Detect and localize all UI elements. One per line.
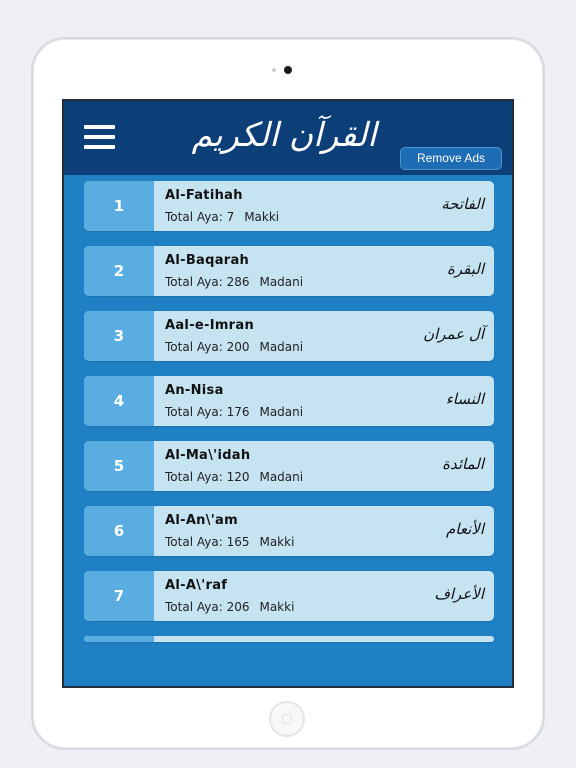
surah-meta xyxy=(165,535,294,549)
aya-count: 120 xyxy=(226,470,250,484)
revelation-type: Madani xyxy=(259,405,304,419)
surah-arabic-name: الفاتحة xyxy=(441,195,484,213)
surah-row[interactable] xyxy=(84,181,494,231)
surah-arabic-name: آل عمران xyxy=(423,325,484,343)
front-camera xyxy=(284,66,292,74)
total-aya-label: Total Aya: xyxy=(165,340,223,354)
surah-arabic-name: البقرة xyxy=(447,260,484,278)
revelation-type: Madani xyxy=(259,470,304,484)
surah-name: Al-Ma\'idah xyxy=(165,448,251,463)
remove-ads-button[interactable]: Remove Ads xyxy=(400,147,502,170)
home-button[interactable] xyxy=(269,701,305,737)
surah-row[interactable] xyxy=(84,376,494,426)
revelation-type: Makki xyxy=(244,210,280,224)
surah-arabic-name: الأعراف xyxy=(434,585,484,603)
revelation-type: Makki xyxy=(259,600,295,614)
app-screen xyxy=(62,99,514,688)
revelation-type: Madani xyxy=(259,275,304,289)
front-sensor xyxy=(272,68,276,72)
surah-row[interactable] xyxy=(84,246,494,296)
aya-count: 165 xyxy=(226,535,250,549)
total-aya-label: Total Aya: xyxy=(165,535,223,549)
revelation-type: Makki xyxy=(259,535,295,549)
total-aya-label: Total Aya: xyxy=(165,470,223,484)
surah-row[interactable] xyxy=(84,311,494,361)
revelation-type: Madani xyxy=(259,340,304,354)
surah-meta xyxy=(165,405,303,419)
surah-meta xyxy=(165,275,303,289)
aya-count: 176 xyxy=(226,405,250,419)
surah-number: 1 xyxy=(84,181,154,231)
hamburger-menu-icon[interactable] xyxy=(84,125,115,149)
surah-name: An-Nisa xyxy=(165,383,224,398)
surah-number: 7 xyxy=(84,571,154,621)
surah-name: Al-A\'raf xyxy=(165,578,228,593)
surah-number xyxy=(84,636,154,642)
surah-number: 6 xyxy=(84,506,154,556)
surah-meta xyxy=(165,210,279,224)
surah-arabic-name: الأنعام xyxy=(446,520,484,538)
aya-count: 286 xyxy=(226,275,250,289)
app-header xyxy=(64,101,512,175)
surah-arabic-name: النساء xyxy=(445,390,484,408)
surah-row[interactable] xyxy=(84,571,494,621)
surah-number: 3 xyxy=(84,311,154,361)
total-aya-label: Total Aya: xyxy=(165,600,223,614)
surah-number: 5 xyxy=(84,441,154,491)
surah-meta xyxy=(165,340,303,354)
surah-number: 2 xyxy=(84,246,154,296)
surah-row[interactable] xyxy=(84,506,494,556)
app-title: القرآن الكريم xyxy=(191,115,377,154)
surah-number: 4 xyxy=(84,376,154,426)
surah-name: Al-Baqarah xyxy=(165,253,250,268)
surah-row[interactable] xyxy=(84,441,494,491)
surah-meta xyxy=(165,600,294,614)
surah-meta xyxy=(165,470,303,484)
home-square-icon xyxy=(282,714,292,724)
total-aya-label: Total Aya: xyxy=(165,275,223,289)
aya-count: 7 xyxy=(226,210,235,224)
surah-arabic-name: المائدة xyxy=(442,455,484,473)
surah-name: Al-An\'am xyxy=(165,513,238,528)
total-aya-label: Total Aya: xyxy=(165,405,223,419)
total-aya-label: Total Aya: xyxy=(165,210,223,224)
aya-count: 200 xyxy=(226,340,250,354)
surah-name: Aal-e-Imran xyxy=(165,318,255,333)
surah-name: Al-Fatihah xyxy=(165,188,243,203)
aya-count: 206 xyxy=(226,600,250,614)
surah-row-partial[interactable] xyxy=(84,636,494,642)
